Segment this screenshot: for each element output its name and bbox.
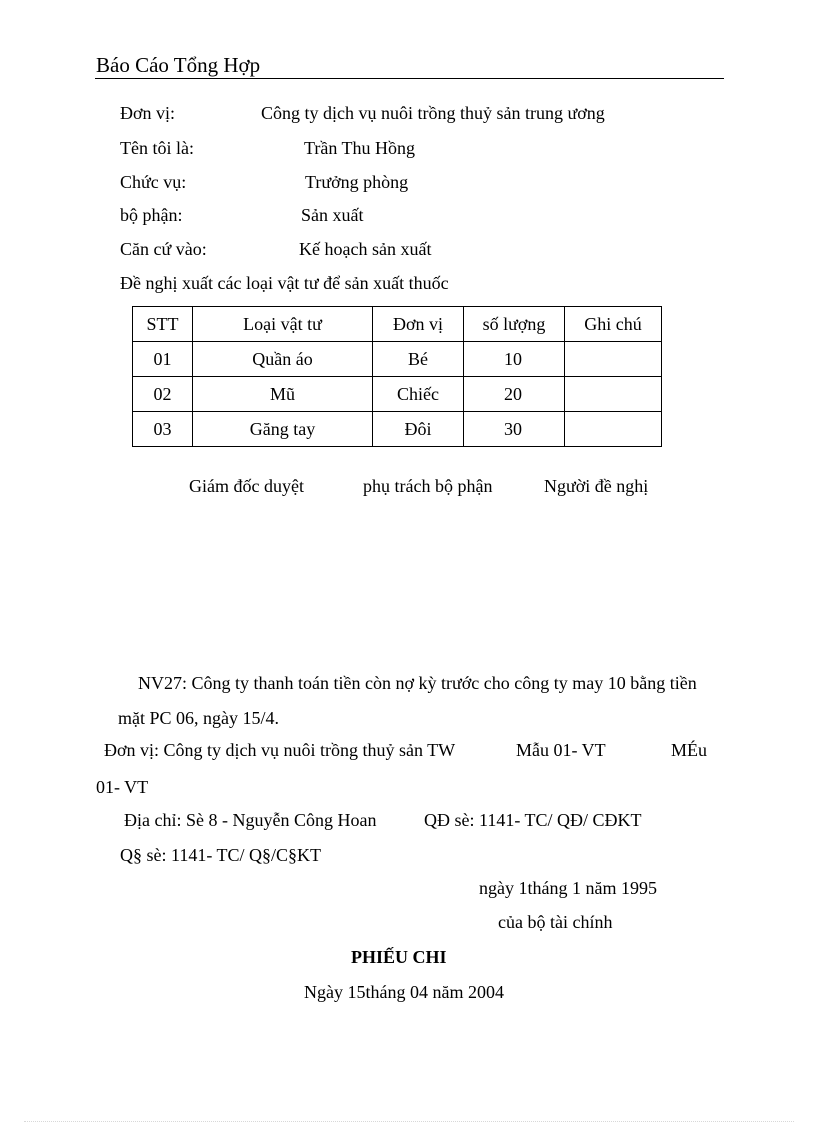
table-row — [133, 412, 662, 447]
form-code-alt-cont: 01- VT — [96, 777, 149, 797]
header-cell: STT — [133, 307, 193, 342]
nv27-line-1: NV27: Công ty thanh toán tiền còn nợ kỳ trước cho công ty may 10 bằng tiền — [138, 673, 697, 693]
department-value: Sản xuất — [301, 205, 364, 225]
voucher-address: Địa chỉ: Sè 8 - Nguyễn Công Hoan — [124, 810, 377, 830]
table-row — [133, 377, 662, 412]
header-rule — [95, 78, 724, 79]
unit-value: Công ty dịch vụ nuôi trồng thuỷ sản trung ương — [261, 103, 605, 123]
header-cell: Loại vật tư — [193, 307, 373, 342]
table-cell: 10 — [464, 342, 565, 377]
position-value: Trưởng phòng — [305, 172, 409, 192]
voucher-date: Ngày 15tháng 04 năm 2004 — [304, 982, 504, 1002]
signature-department-head: phụ trách bộ phận — [363, 476, 493, 496]
header-cell: Đơn vị — [373, 307, 464, 342]
page-title: Báo Cáo Tổng Hợp — [96, 53, 261, 77]
table-cell: 30 — [464, 412, 565, 447]
header-cell: Ghi chú — [565, 307, 662, 342]
department-label: bộ phận: — [120, 205, 183, 225]
name-label: Tên tôi là: — [120, 138, 194, 158]
decision-number-2: Q§ sè: 1141- TC/ Q§/C§KT — [120, 845, 321, 865]
voucher-unit: Đơn vị: Công ty dịch vụ nuôi trồng thuỷ sản TW — [104, 740, 456, 760]
table-cell — [565, 377, 662, 412]
materials-table — [132, 306, 662, 447]
header-cell: số lượng — [464, 307, 565, 342]
position-label: Chức vụ: — [120, 172, 187, 192]
voucher-title: PHIẾU CHI — [351, 947, 447, 967]
request-line: Đề nghị xuất các loại vật tư để sản xuất thuốc — [120, 273, 449, 293]
decision-date: ngày 1tháng 1 năm 1995 — [479, 878, 657, 898]
table-cell: Đôi — [373, 412, 464, 447]
table-cell: Chiếc — [373, 377, 464, 412]
decision-number-1: QĐ sè: 1141- TC/ QĐ/ CĐKT — [424, 810, 642, 830]
signature-requester: Người đề nghị — [544, 476, 649, 496]
table-cell — [565, 412, 662, 447]
table-cell: Mũ — [193, 377, 373, 412]
table-cell: Quần áo — [193, 342, 373, 377]
unit-label: Đơn vị: — [120, 103, 176, 123]
table-cell: Bé — [373, 342, 464, 377]
table-row — [133, 342, 662, 377]
signature-director: Giám đốc duyệt — [189, 476, 304, 496]
table-cell: 20 — [464, 377, 565, 412]
table-cell — [565, 342, 662, 377]
table-cell: Găng tay — [193, 412, 373, 447]
table-cell: 03 — [133, 412, 193, 447]
table-header-row — [133, 307, 662, 342]
issuer: của bộ tài chính — [498, 912, 613, 932]
page-bottom-divider — [24, 1121, 794, 1122]
table-cell: 01 — [133, 342, 193, 377]
name-value: Trần Thu Hồng — [304, 138, 416, 158]
form-code: Mẫu 01- VT — [516, 740, 606, 760]
basis-label: Căn cứ vào: — [120, 239, 207, 259]
basis-value: Kế hoạch sản xuất — [299, 239, 432, 259]
table-cell: 02 — [133, 377, 193, 412]
nv27-line-2: mặt PC 06, ngày 15/4. — [118, 708, 279, 728]
form-code-alt: MÉu — [671, 740, 707, 760]
